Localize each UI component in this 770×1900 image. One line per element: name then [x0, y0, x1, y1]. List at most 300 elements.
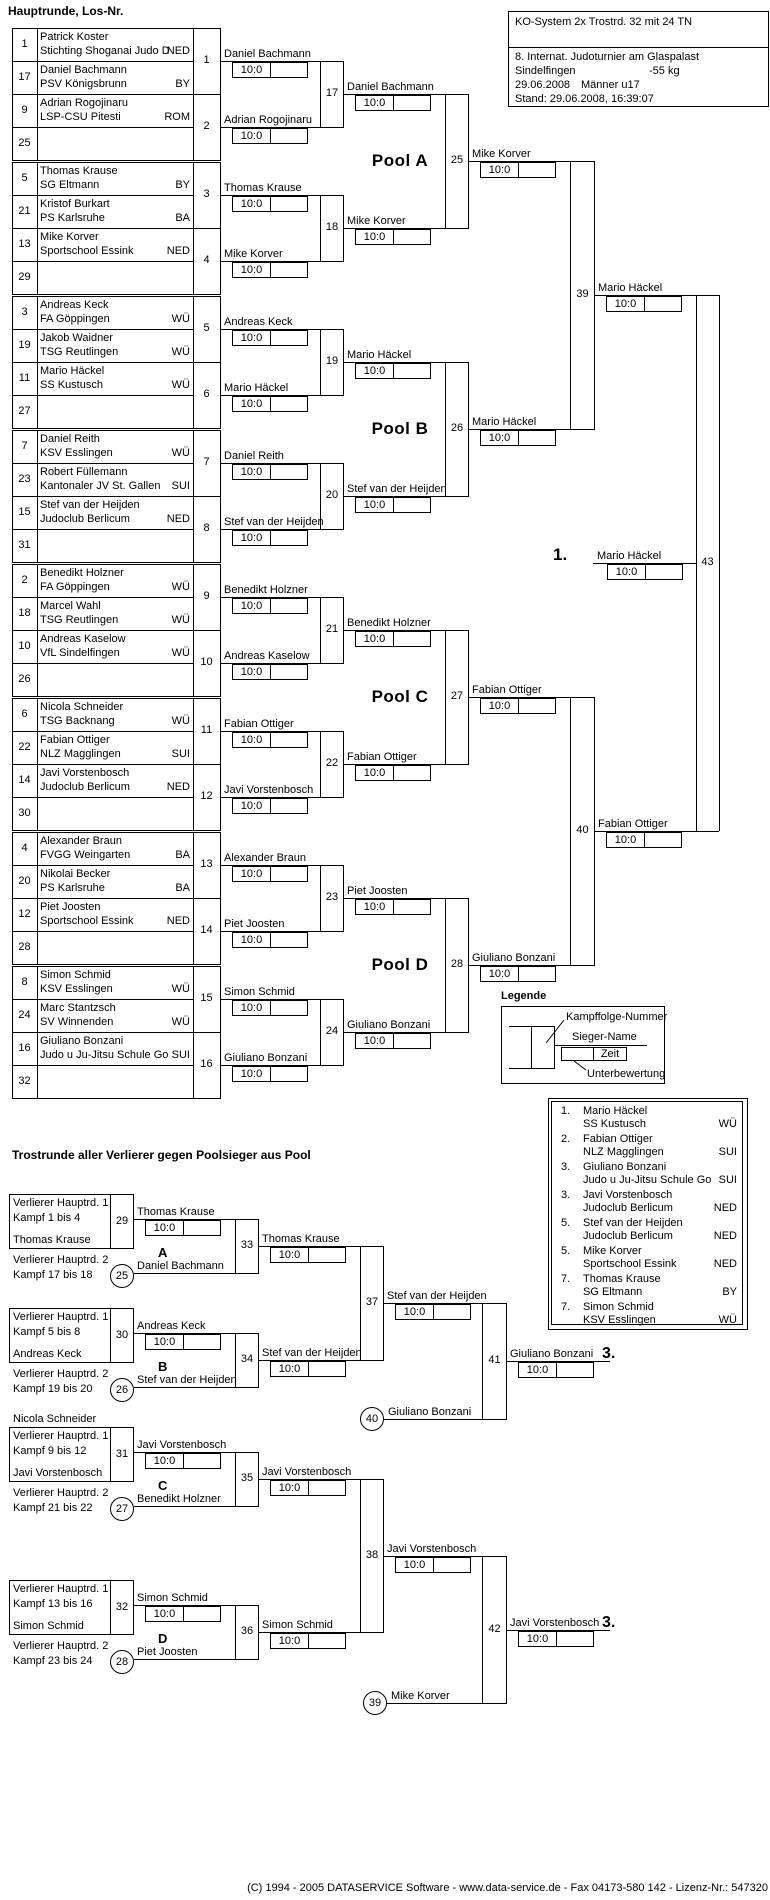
- result-club: Judoclub Berlicum: [583, 1202, 673, 1214]
- match-number: 2: [203, 120, 210, 132]
- result-region: NED: [713, 1258, 737, 1270]
- match-number: 34: [240, 1353, 254, 1365]
- score-box: [232, 196, 308, 212]
- time-cell: [271, 63, 307, 77]
- score-box: [232, 598, 308, 614]
- winner-name: Mario Häckel: [598, 282, 663, 294]
- score-box: [232, 1066, 308, 1082]
- bracket-line: [12, 463, 194, 464]
- entry-name: Andreas Keck: [13, 1348, 82, 1360]
- time-cell: [184, 1221, 220, 1235]
- score-value: 10:0: [233, 129, 271, 143]
- entrant-seed: 14: [18, 774, 31, 786]
- bracket-line: [12, 562, 221, 563]
- bracket-line: [12, 630, 221, 631]
- entry-source-label: Verlierer Hauptrd. 2: [13, 1640, 109, 1652]
- entrant-seed: 18: [18, 607, 31, 619]
- match-number: 19: [325, 355, 339, 367]
- entrant-name: Patrick Koster: [40, 31, 109, 43]
- score-value: 10:0: [146, 1454, 184, 1468]
- entry-source-label: Verlierer Hauptrd. 1: [13, 1311, 109, 1323]
- score-value: 10:0: [233, 397, 271, 411]
- entrant-region: WÜ: [171, 1016, 190, 1028]
- match-number: 8: [203, 522, 210, 534]
- time-cell: [271, 665, 307, 679]
- bracket-line: [12, 731, 194, 732]
- winner-name: Stef van der Heijden: [224, 516, 324, 528]
- match-number: 9: [203, 590, 210, 602]
- match-number: 20: [325, 489, 339, 501]
- match-number: 12: [200, 790, 213, 802]
- time-cell: [271, 331, 307, 345]
- event-location: Sindelfingen: [515, 65, 576, 77]
- score-box: [232, 664, 308, 680]
- entrant-seed: 20: [18, 875, 31, 887]
- entrant-club: SS Kustusch: [40, 379, 103, 391]
- winner-name: Benedikt Holzner: [347, 617, 431, 629]
- score-value: 10:0: [356, 1034, 394, 1048]
- score-value: 10:0: [271, 1634, 309, 1648]
- time-cell: [394, 1034, 430, 1048]
- entrant-region: WÜ: [171, 346, 190, 358]
- weight-class: -55 kg: [649, 65, 680, 77]
- winner-name: Mike Korver: [391, 1690, 450, 1702]
- result-name: Javi Vorstenbosch: [583, 1189, 673, 1201]
- entrant-name: Jakob Waidner: [40, 332, 113, 344]
- entrant-seed: 13: [18, 238, 31, 250]
- winner-name: Fabian Ottiger: [598, 818, 668, 830]
- match-number: 32: [115, 1601, 129, 1613]
- score-box: [355, 497, 431, 513]
- bracket-line: [12, 865, 194, 866]
- time-cell: [184, 1335, 220, 1349]
- bracket-line: [134, 1506, 235, 1507]
- match-number: 17: [325, 87, 339, 99]
- score-box: [395, 1557, 471, 1573]
- entrant-seed: 11: [18, 372, 31, 384]
- result-club: SG Eltmann: [583, 1286, 643, 1298]
- bracket-line: [12, 698, 221, 699]
- time-cell: [309, 1362, 345, 1376]
- score-value: 10:0: [233, 531, 271, 545]
- winner-name: Andreas Kaselow: [224, 650, 310, 662]
- winner-name: Adrian Rogojinaru: [224, 114, 313, 126]
- bracket-line: [12, 1032, 221, 1033]
- time-cell: [271, 1067, 307, 1081]
- entrant-seed: 16: [18, 1042, 31, 1054]
- time-cell: [184, 1607, 220, 1621]
- score-value: 10:0: [519, 1363, 557, 1377]
- score-box: [606, 832, 682, 848]
- legend-sieger-label: Sieger-Name: [572, 1031, 637, 1043]
- entrant-seed: 17: [18, 71, 31, 83]
- entrant-seed: 19: [18, 339, 31, 351]
- time-cell: [271, 933, 307, 947]
- entrant-region: WÜ: [171, 983, 190, 995]
- entrant-seed: 32: [18, 1075, 31, 1087]
- feeder-circle: 25: [110, 1264, 134, 1288]
- time-cell: [271, 129, 307, 143]
- winner-name: Giuliano Bonzani: [510, 1348, 594, 1360]
- match-number: 7: [203, 456, 210, 468]
- match-number: 13: [200, 858, 213, 870]
- time-cell: [271, 599, 307, 613]
- winner-name: Javi Vorstenbosch: [137, 1439, 227, 1451]
- time-cell: [271, 531, 307, 545]
- entrant-seed: 24: [18, 1009, 31, 1021]
- time-cell: [184, 1454, 220, 1468]
- entrant-club: Kantonaler JV St. Gallen: [40, 480, 161, 492]
- winner-name: Andreas Keck: [137, 1320, 206, 1332]
- match-number: 36: [240, 1625, 254, 1637]
- footer-copyright: (C) 1994 - 2005 DATASERVICE Software - www.data-service.de - Fax 04173-580 142 - Lizenz-Nr.: 547320: [247, 1882, 768, 1894]
- entrant-seed: 10: [18, 640, 31, 652]
- match-number: 41: [488, 1354, 501, 1366]
- bracket-line: [12, 832, 221, 833]
- entrant-seed: 1: [21, 38, 28, 50]
- legend-title: Legende: [501, 990, 547, 1002]
- match-number: 21: [325, 623, 339, 635]
- time-cell: [519, 431, 555, 445]
- time-cell: [309, 1248, 345, 1262]
- match-number: 6: [203, 388, 210, 400]
- winner-name: Stef van der Heijden: [137, 1374, 237, 1386]
- score-value: 10:0: [233, 867, 271, 881]
- time-cell: [394, 632, 430, 646]
- entrant-region: SUI: [171, 1049, 190, 1061]
- result-region: BY: [722, 1286, 737, 1298]
- score-box: [355, 1033, 431, 1049]
- entrant-name: Alexander Braun: [40, 835, 122, 847]
- score-value: 10:0: [356, 766, 394, 780]
- entrant-name: Adrian Rogojinaru: [40, 97, 129, 109]
- entrant-name: Andreas Keck: [40, 299, 109, 311]
- entrant-seed: 9: [21, 104, 28, 116]
- match-number: 38: [365, 1549, 379, 1561]
- match-number: 42: [488, 1623, 501, 1635]
- winner-name: Piet Joosten: [224, 918, 285, 930]
- winner-name: Javi Vorstenbosch: [387, 1543, 477, 1555]
- entrant-region: WÜ: [171, 647, 190, 659]
- entrant-club: Sportschool Essink: [40, 915, 134, 927]
- pool-letter-label: B: [158, 1359, 168, 1374]
- bracket-line: [12, 797, 194, 798]
- score-box: [480, 966, 556, 982]
- entrant-club: NLZ Magglingen: [40, 748, 121, 760]
- score-value: 10:0: [146, 1221, 184, 1235]
- entry-range-label: Kampf 19 bis 20: [13, 1383, 93, 1395]
- bracket-line: [12, 430, 221, 431]
- score-box: [232, 932, 308, 948]
- score-box: [232, 866, 308, 882]
- entrant-region: BA: [175, 849, 190, 861]
- time-cell: [394, 498, 430, 512]
- entry-source-label: Verlierer Hauptrd. 1: [13, 1197, 109, 1209]
- bracket-line: [12, 564, 221, 565]
- time-cell: [394, 900, 430, 914]
- time-cell: [645, 297, 681, 311]
- entrant-region: SUI: [171, 480, 190, 492]
- pool-letter-label: C: [158, 1478, 168, 1493]
- entrant-region: NED: [166, 781, 190, 793]
- result-club: Sportschool Essink: [583, 1258, 677, 1270]
- entrant-name: Mike Korver: [40, 231, 99, 243]
- winner-name: Piet Joosten: [137, 1646, 198, 1658]
- entrant-seed: 26: [18, 673, 31, 685]
- score-box: [145, 1453, 221, 1469]
- score-value: 10:0: [233, 63, 271, 77]
- match-number: 22: [325, 757, 339, 769]
- match-number: 11: [200, 724, 213, 736]
- winner-name: Mario Häckel: [347, 349, 412, 361]
- score-value: 10:0: [233, 197, 271, 211]
- match-number: 3: [203, 188, 210, 200]
- result-club: Judoclub Berlicum: [583, 1230, 673, 1242]
- result-rank: 1.: [561, 1105, 571, 1117]
- bracket-line: [12, 428, 221, 429]
- time-cell: [309, 1481, 345, 1495]
- bracket-line: [12, 94, 221, 95]
- bracket-line: [12, 329, 194, 330]
- entry-name: Javi Vorstenbosch: [13, 1467, 103, 1479]
- entrant-club: SG Eltmann: [40, 179, 100, 191]
- bracket-line: [12, 964, 221, 965]
- result-name: Mario Häckel: [583, 1105, 648, 1117]
- feeder-circle: 26: [110, 1378, 134, 1402]
- entrant-seed: 30: [18, 807, 31, 819]
- entry-name: Simon Schmid: [13, 1620, 84, 1632]
- score-box: [232, 530, 308, 546]
- winner-name: Simon Schmid: [224, 986, 295, 998]
- bracket-line: [134, 1659, 235, 1660]
- entrant-club: FA Göppingen: [40, 313, 110, 325]
- page-title: Hauptrunde, Los-Nr.: [8, 4, 124, 18]
- match-number: 35: [240, 1472, 254, 1484]
- result-region: WÜ: [718, 1118, 737, 1130]
- score-value: 10:0: [481, 431, 519, 445]
- entrant-name: Marc Stantzsch: [40, 1002, 116, 1014]
- match-number: 16: [200, 1058, 213, 1070]
- score-value: 10:0: [233, 1067, 271, 1081]
- score-box: [395, 1304, 471, 1320]
- bracket-line: [12, 597, 194, 598]
- winner-name: Mike Korver: [224, 248, 283, 260]
- entrant-seed: 21: [18, 205, 31, 217]
- feeder-circle: 27: [110, 1497, 134, 1521]
- result-club: NLZ Magglingen: [583, 1146, 664, 1158]
- entry-range-label: Kampf 23 bis 24: [13, 1655, 93, 1667]
- score-box: [270, 1480, 346, 1496]
- entrant-seed: 25: [18, 137, 31, 149]
- entrant-name: Thomas Krause: [40, 165, 118, 177]
- time-cell: [394, 230, 430, 244]
- score-box: [145, 1334, 221, 1350]
- entrant-seed: 15: [18, 506, 31, 518]
- match-number: 10: [200, 656, 213, 668]
- bracket-line: [12, 529, 194, 530]
- entry-source-label: Verlierer Hauptrd. 2: [13, 1487, 109, 1499]
- score-box: [518, 1362, 594, 1378]
- score-box: [232, 128, 308, 144]
- score-value: 10:0: [233, 263, 271, 277]
- match-number: 40: [576, 824, 589, 836]
- entrant-region: NED: [166, 245, 190, 257]
- bracket-line: [719, 295, 720, 831]
- bracket-line: [12, 160, 221, 161]
- score-value: 10:0: [233, 799, 271, 813]
- entrant-seed: 23: [18, 473, 31, 485]
- match-number: 23: [325, 891, 339, 903]
- score-value: 10:0: [607, 297, 645, 311]
- winner-name: Fabian Ottiger: [347, 751, 417, 763]
- entrant-region: NED: [166, 45, 190, 57]
- bracket-line: [12, 228, 221, 229]
- result-name: Thomas Krause: [583, 1273, 661, 1285]
- legend-pointer-lines: [502, 1007, 664, 1083]
- match-number: 25: [450, 154, 464, 166]
- score-value: 10:0: [271, 1362, 309, 1376]
- winner-name: Alexander Braun: [224, 852, 306, 864]
- entrant-club: LSP-CSU Pitesti: [40, 111, 121, 123]
- result-club: KSV Esslingen: [583, 1314, 656, 1326]
- time-cell: [646, 565, 682, 579]
- system-label: KO-System 2x Trostrd. 32 mit 24 TN: [515, 16, 693, 28]
- winner-name: Stef van der Heijden: [387, 1290, 487, 1302]
- pool-letter-label: D: [158, 1631, 168, 1646]
- score-value: 10:0: [271, 1248, 309, 1262]
- score-value: 10:0: [356, 632, 394, 646]
- bracket-line: [12, 898, 221, 899]
- bracket-line: [12, 395, 194, 396]
- score-box: [232, 798, 308, 814]
- entrant-region: BY: [175, 179, 190, 191]
- result-name: Mike Korver: [583, 1245, 642, 1257]
- entrant-name: Robert Füllemann: [40, 466, 128, 478]
- entrant-club: Judoclub Berlicum: [40, 781, 130, 793]
- match-number: 29: [115, 1215, 129, 1227]
- score-value: 10:0: [233, 599, 271, 613]
- score-box: [355, 95, 431, 111]
- time-cell: [519, 967, 555, 981]
- pool-label: Pool B: [371, 419, 429, 438]
- score-box: [607, 564, 683, 580]
- entry-source-label: Verlierer Hauptrd. 1: [13, 1583, 109, 1595]
- score-value: 10:0: [481, 967, 519, 981]
- entrant-club: VfL Sindelfingen: [40, 647, 120, 659]
- result-rank: 3.: [561, 1189, 571, 1201]
- pool-label: Pool C: [371, 687, 429, 706]
- time-cell: [519, 699, 555, 713]
- result-name: Simon Schmid: [583, 1301, 654, 1313]
- winner-name: Daniel Reith: [224, 450, 284, 462]
- match-number: 28: [450, 958, 464, 970]
- info-box-system: [508, 11, 769, 48]
- entrant-name: Nikolai Becker: [40, 868, 111, 880]
- pool-label: Pool A: [371, 151, 429, 170]
- score-value: 10:0: [146, 1335, 184, 1349]
- bracket-line: [12, 195, 194, 196]
- entrant-seed: 4: [21, 842, 28, 854]
- entrant-region: WÜ: [171, 379, 190, 391]
- score-box: [480, 698, 556, 714]
- score-value: 10:0: [233, 665, 271, 679]
- entrant-name: Simon Schmid: [40, 969, 111, 981]
- score-box: [480, 162, 556, 178]
- result-rank: 5.: [561, 1245, 571, 1257]
- score-value: 10:0: [356, 900, 394, 914]
- time-cell: [271, 465, 307, 479]
- entrant-club: KSV Esslingen: [40, 447, 113, 459]
- entrant-club: TSG Reutlingen: [40, 614, 119, 626]
- bracket-line: [12, 28, 221, 29]
- bracket-line: [12, 663, 194, 664]
- winner-name: Simon Schmid: [137, 1592, 208, 1604]
- score-box: [145, 1606, 221, 1622]
- entrant-region: WÜ: [171, 447, 190, 459]
- event-date: 29.06.2008: [515, 79, 571, 91]
- entrant-seed: 5: [21, 172, 28, 184]
- entrant-region: BA: [175, 882, 190, 894]
- match-number: 14: [200, 924, 213, 936]
- time-cell: [557, 1632, 593, 1646]
- winner-name: Piet Joosten: [347, 885, 408, 897]
- score-value: 10:0: [519, 1632, 557, 1646]
- score-value: 10:0: [481, 163, 519, 177]
- pool-letter-label: A: [158, 1245, 168, 1260]
- time-cell: [645, 833, 681, 847]
- entrant-club: TSG Backnang: [40, 715, 115, 727]
- bracket-line: [12, 696, 221, 697]
- entry-source-label: Verlierer Hauptrd. 1: [13, 1430, 109, 1442]
- entrant-seed: 29: [18, 271, 31, 283]
- legend-kampffolge-label: Kampffolge-Nummer: [566, 1011, 668, 1023]
- score-value: 10:0: [233, 331, 271, 345]
- score-value: 10:0: [356, 498, 394, 512]
- score-box: [606, 296, 682, 312]
- entrant-region: BA: [175, 212, 190, 224]
- bracket-line: [384, 1419, 482, 1420]
- score-value: 10:0: [146, 1607, 184, 1621]
- entrant-name: Andreas Kaselow: [40, 633, 126, 645]
- entrant-region: WÜ: [171, 614, 190, 626]
- match-number: 33: [240, 1239, 254, 1251]
- legend-unterbewertung-label: Unterbewertung: [587, 1068, 666, 1080]
- bracket-line: [12, 127, 194, 128]
- event-title: 8. Internat. Judoturnier am Glaspalast: [515, 51, 700, 63]
- result-rank: 2.: [561, 1133, 571, 1145]
- winner-name: Benedikt Holzner: [137, 1493, 221, 1505]
- entrant-seed: 6: [21, 708, 28, 720]
- score-value: 10:0: [607, 833, 645, 847]
- entrant-region: ROM: [164, 111, 190, 123]
- feeder-circle: 39: [363, 1691, 387, 1715]
- entrant-region: NED: [166, 915, 190, 927]
- place-label: 3.: [602, 1614, 616, 1631]
- bracket-line: [12, 61, 194, 62]
- winner-name: Thomas Krause: [137, 1206, 215, 1218]
- score-box: [232, 464, 308, 480]
- score-box: [518, 1631, 594, 1647]
- entrant-seed: 22: [18, 741, 31, 753]
- entrant-name: Javi Vorstenbosch: [40, 767, 130, 779]
- bracket-line: [12, 931, 194, 932]
- winner-name: Fabian Ottiger: [224, 718, 294, 730]
- entrant-name: Marcel Wahl: [40, 600, 101, 612]
- place-label: 3.: [602, 1345, 616, 1362]
- score-box: [355, 899, 431, 915]
- entry-source-label: Verlierer Hauptrd. 2: [13, 1368, 109, 1380]
- time-cell: [271, 733, 307, 747]
